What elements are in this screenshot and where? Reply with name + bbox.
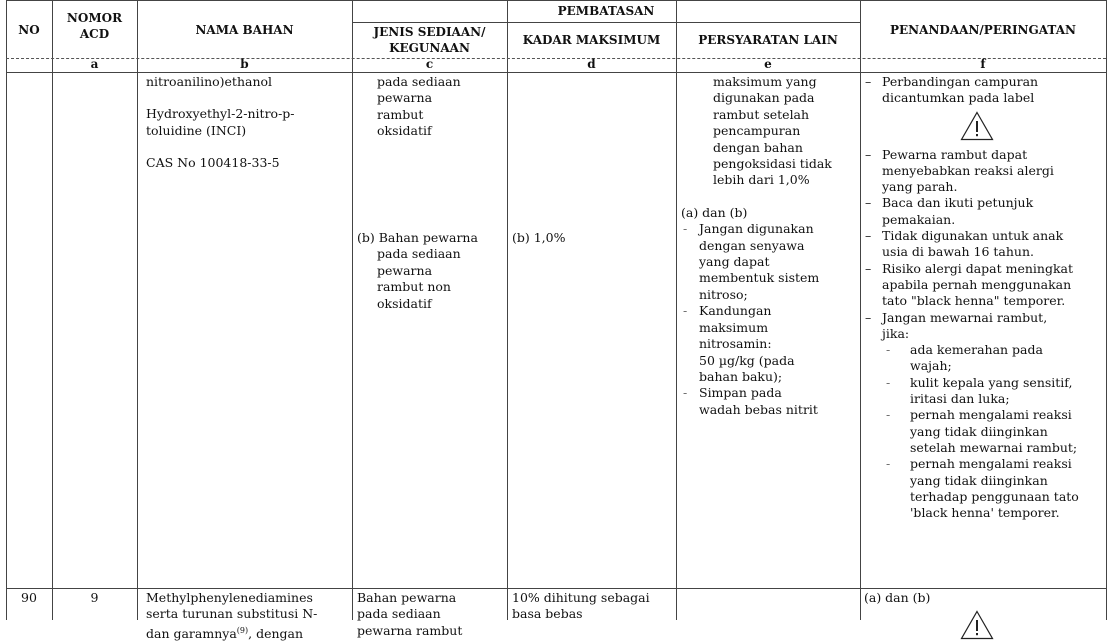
subheader-f: f bbox=[980, 57, 986, 71]
nama-line: toluidine (INCI) bbox=[146, 122, 247, 138]
header-jenis-line2: KEGUNAAN bbox=[389, 41, 470, 55]
jenis-line: oksidatif bbox=[377, 123, 432, 139]
table-border bbox=[352, 0, 353, 620]
header-nomor-acd-line2: ACD bbox=[79, 27, 110, 41]
subheader-e: e bbox=[764, 57, 772, 71]
row1-jenis-a bbox=[377, 74, 505, 140]
persyaratan-item: - Kandungan maksimum nitrosamin: 50 µg/kg (pada bahan baku); bbox=[681, 303, 857, 385]
persyaratan-line: pengoksidasi tidak bbox=[713, 156, 832, 172]
row2-nama-bahan: Methylphenylenediamines serta turunan substitusi N- dan garamnya$^{(9)}$, dengan bbox=[146, 590, 318, 641]
warning-triangle-icon bbox=[960, 610, 994, 640]
jenis-line: pewarna bbox=[377, 90, 433, 106]
header-jenis-sediaan bbox=[352, 24, 507, 56]
jenis-line: pada sediaan bbox=[377, 74, 461, 89]
row2-no: 90 bbox=[21, 590, 37, 605]
persyaratan-line: maksimum yang bbox=[713, 74, 817, 89]
header-pembatasan: PEMBATASAN bbox=[557, 4, 655, 18]
header-no: NO bbox=[18, 23, 40, 37]
row1-persyaratan bbox=[681, 74, 857, 418]
nama-line: nitroanilino)ethanol bbox=[146, 74, 273, 89]
table-border bbox=[52, 0, 53, 620]
persyaratan-line: dengan bahan bbox=[713, 139, 803, 155]
jenis-line: pada sediaan bbox=[377, 246, 461, 262]
header-jenis-line1: JENIS SEDIAAN/ bbox=[373, 25, 486, 39]
persyaratan-ab: (a) dan (b) bbox=[681, 204, 748, 220]
penandaan-subitem: - ada kemerahan pada wajah; bbox=[880, 342, 1104, 375]
penandaan-subitem: - pernah mengalami reaksi yang tidak diinginkan setelah mewarnai rambut; bbox=[880, 407, 1104, 456]
table-border bbox=[6, 72, 1106, 73]
header-nomor-acd bbox=[52, 10, 137, 42]
penandaan-item: – Risiko alergi dapat meningkat apabila pernah menggunakan tato "black henna" temporer. bbox=[864, 261, 1104, 310]
header-kadar-maksimum: KADAR MAKSIMUM bbox=[522, 33, 661, 47]
penandaan-item: – Jangan mewarnai rambut, jika: bbox=[864, 310, 1104, 343]
persyaratan-line: lebih dari 1,0% bbox=[713, 172, 810, 188]
table-border bbox=[6, 0, 1106, 1]
row1-penandaan bbox=[864, 74, 1104, 521]
row1-jenis-b bbox=[357, 230, 505, 312]
penandaan-item: – Pewarna rambut dapat menyebabkan reaksi alergi yang parah. bbox=[864, 147, 1104, 196]
table-border bbox=[676, 0, 677, 620]
table-border bbox=[137, 0, 138, 620]
header-persyaratan-lain: PERSYARATAN LAIN bbox=[698, 33, 838, 47]
row2-kadar: 10% dihitung sebagai basa bebas bbox=[512, 590, 650, 622]
persyaratan-item: - Jangan digunakan dengan senyawa yang dapat membentuk sistem nitroso; bbox=[681, 221, 857, 303]
row2-penandaan: (a) dan (b) bbox=[864, 590, 1104, 640]
table-border bbox=[6, 0, 7, 620]
nama-line: CAS No 100418-33-5 bbox=[146, 155, 280, 171]
table-border bbox=[507, 0, 508, 620]
table-border bbox=[860, 0, 861, 620]
table-border bbox=[6, 588, 1106, 589]
persyaratan-item: - Simpan pada wadah bebas nitrit bbox=[681, 385, 857, 418]
table-border bbox=[352, 22, 860, 23]
persyaratan-line: pencampuran bbox=[713, 123, 801, 139]
penandaan-item: – Tidak digunakan untuk anak usia di bawah 16 tahun. bbox=[864, 228, 1104, 261]
penandaan-item: – Perbandingan campuran dicantumkan pada label bbox=[864, 74, 1104, 107]
jenis-line: rambut bbox=[377, 106, 424, 122]
row1-nama-bahan bbox=[146, 74, 346, 172]
row2-jenis: Bahan pewarna pada sediaan pewarna rambut bbox=[357, 590, 463, 638]
jenis-line: (b) Bahan pewarna bbox=[357, 230, 478, 245]
penandaan-subitem: - kulit kepala yang sensitif, iritasi dan luka; bbox=[880, 375, 1104, 408]
header-nomor-acd-line1: NOMOR bbox=[66, 11, 123, 25]
subheader-a: a bbox=[90, 57, 99, 71]
persyaratan-line: digunakan pada bbox=[713, 90, 815, 106]
header-penandaan: PENANDAAN/PERINGATAN bbox=[890, 23, 1076, 37]
subheader-c: c bbox=[425, 57, 434, 71]
nama-line: Hydroxyethyl-2-nitro-p- bbox=[146, 106, 295, 122]
jenis-line: oksidatif bbox=[377, 295, 432, 311]
row2-acd: 9 bbox=[90, 590, 99, 605]
persyaratan-line: rambut setelah bbox=[713, 106, 810, 122]
row1-kadar-b: (b) 1,0% bbox=[512, 230, 566, 245]
jenis-line: pewarna bbox=[377, 262, 433, 278]
penandaan-item: – Baca dan ikuti petunjuk pemakaian. bbox=[864, 195, 1104, 228]
jenis-line: rambut non bbox=[377, 279, 451, 295]
subheader-b: b bbox=[240, 57, 249, 71]
table-border bbox=[1106, 0, 1107, 620]
penandaan-subitem: - pernah mengalami reaksi yang tidak diinginkan terhadap penggunaan tato 'black henna' temporer. bbox=[880, 456, 1104, 521]
warning-triangle-icon bbox=[960, 111, 994, 141]
subheader-d: d bbox=[587, 57, 596, 71]
header-nama-bahan: NAMA BAHAN bbox=[195, 23, 294, 37]
